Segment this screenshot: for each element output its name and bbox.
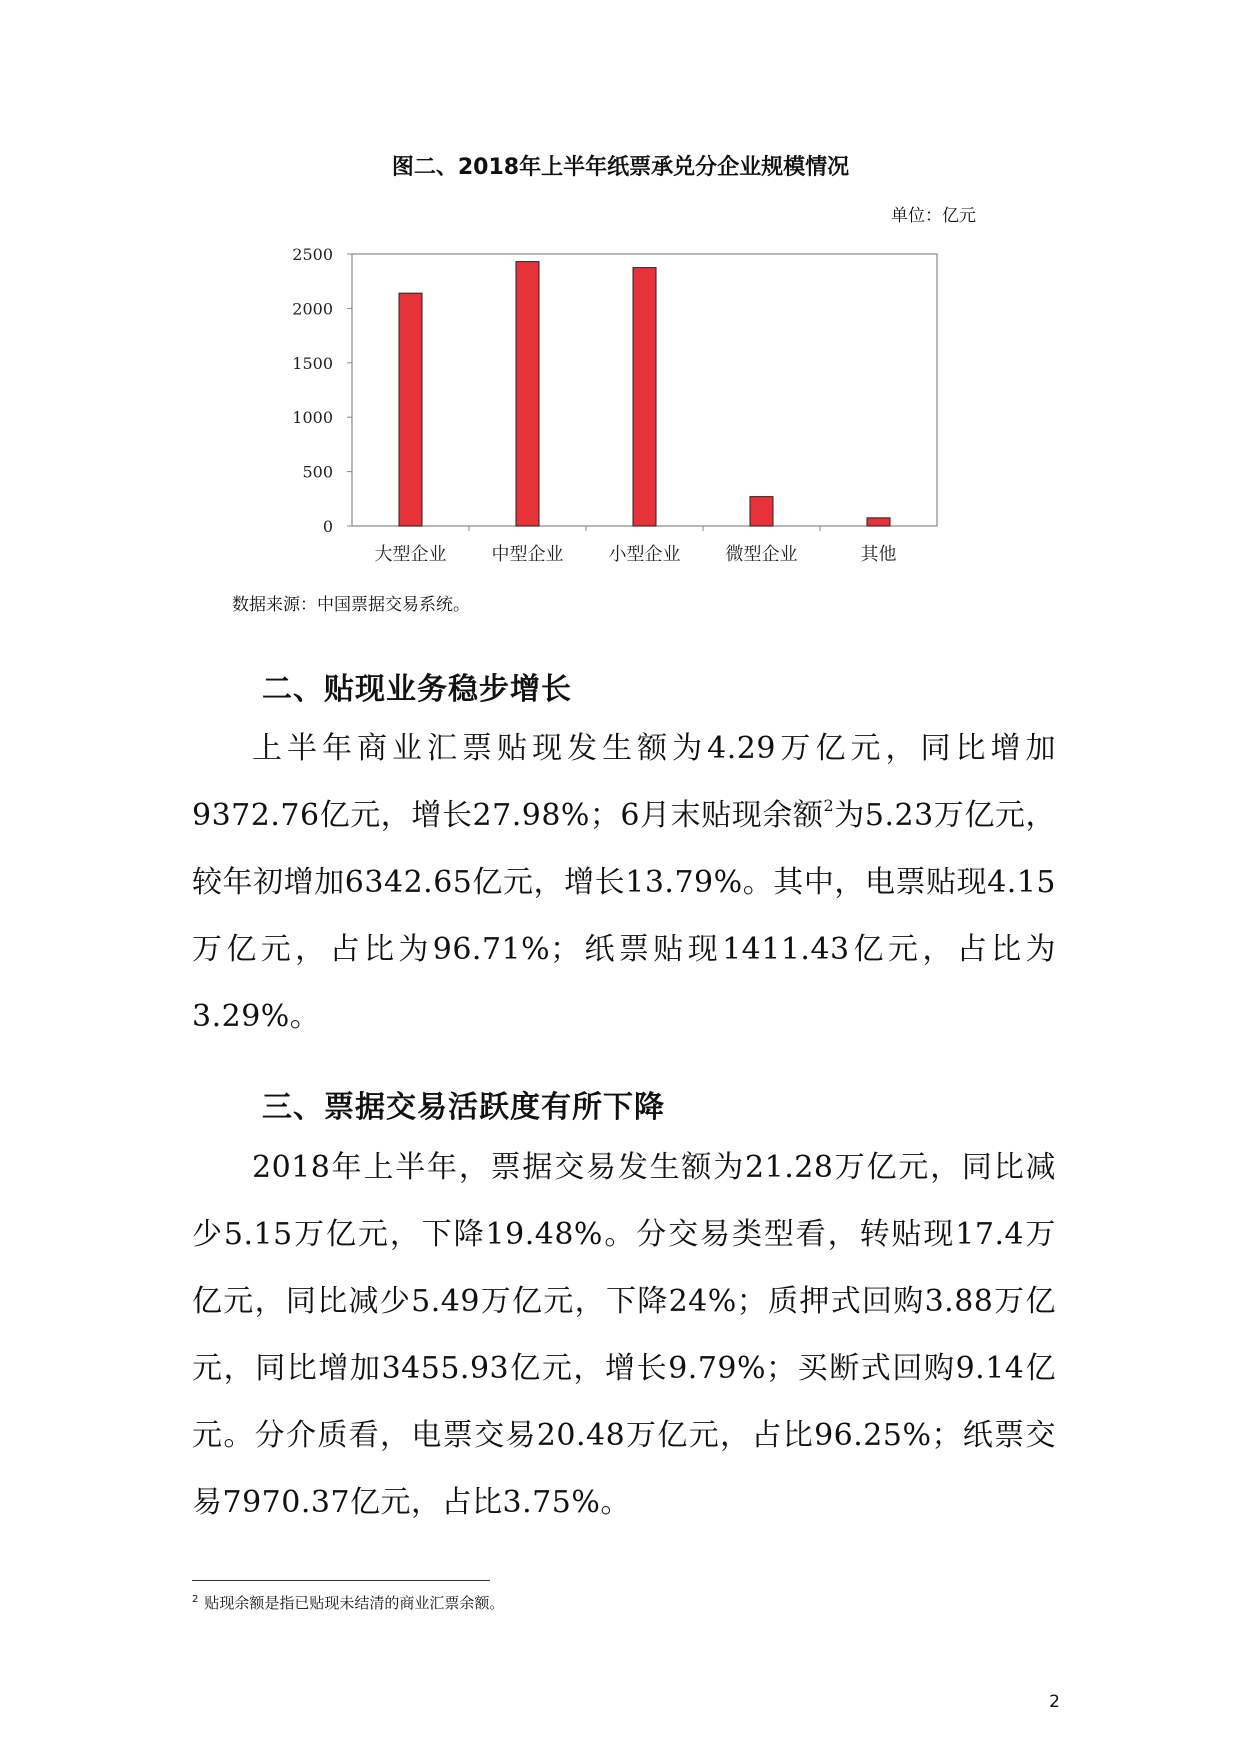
bar-2 [516, 262, 539, 526]
footnote-divider [192, 1580, 490, 1581]
x-category-label: 微型企业 [725, 544, 798, 565]
footnote [192, 1592, 504, 1613]
section-2-text-a: 上半年商业汇票贴现发生额为4.29万亿元，同比增加9372.76亿元，增长27.98%；6月末贴现余额 [192, 731, 1056, 833]
bar-1 [399, 293, 422, 526]
footnote-reference: 2 [823, 796, 835, 815]
source-note: 数据来源：中国票据交易系统。 [232, 595, 470, 615]
section-2-text-b: 为5.23万亿元，较年初增加6342.65亿元，增长13.79%。其中，电票贴现4.15万亿元，占比为96.71%；纸票贴现1411.43亿元，占比为3.29%。 [192, 798, 1056, 1034]
section-heading-2: 二、贴现业务稳步增长 [262, 672, 572, 707]
bar-5 [867, 518, 890, 526]
section-paragraph-3: 2018年上半年，票据交易发生额为21.28万亿元，同比减少5.15万亿元，下降19.48%。分交易类型看，转贴现17.4万亿元，同比减少5.49万亿元，下降24%；质押式回购3.88万亿元，同比增加3455.93亿元，增长9.79%；买断式回购9.14亿元。分介质看，电票交易20.48万亿元，占比96.25%；纸票交易7970.37亿元，占比3.75%。 [192, 1150, 1056, 1520]
unit-label: 单位：亿元 [891, 206, 976, 226]
y-tick-label: 500 [302, 462, 333, 482]
x-category-label: 其他 [860, 544, 897, 565]
x-category-label: 中型企业 [491, 544, 564, 565]
footnote-marker: 2 [192, 1594, 199, 1605]
page-number: 2 [1049, 1692, 1060, 1712]
y-tick-label: 2500 [292, 245, 333, 264]
x-category-label: 小型企业 [608, 544, 681, 565]
x-category-label: 大型企业 [374, 544, 447, 565]
section-heading-3: 三、票据交易活跃度有所下降 [262, 1090, 665, 1125]
section-paragraph-2 [192, 715, 1056, 1050]
y-tick-label: 0 [322, 517, 333, 536]
y-tick-label: 1000 [292, 408, 333, 428]
bar-chart [0, 230, 1241, 570]
bar-4 [750, 497, 773, 526]
y-tick-label: 2000 [292, 299, 333, 319]
bar-3 [633, 268, 656, 526]
footnote-text: 贴现余额是指已贴现未结清的商业汇票余额。 [204, 1594, 505, 1612]
y-tick-label: 1500 [292, 353, 333, 373]
chart-title: 图二、2018年上半年纸票承兑分企业规模情况 [391, 155, 850, 180]
